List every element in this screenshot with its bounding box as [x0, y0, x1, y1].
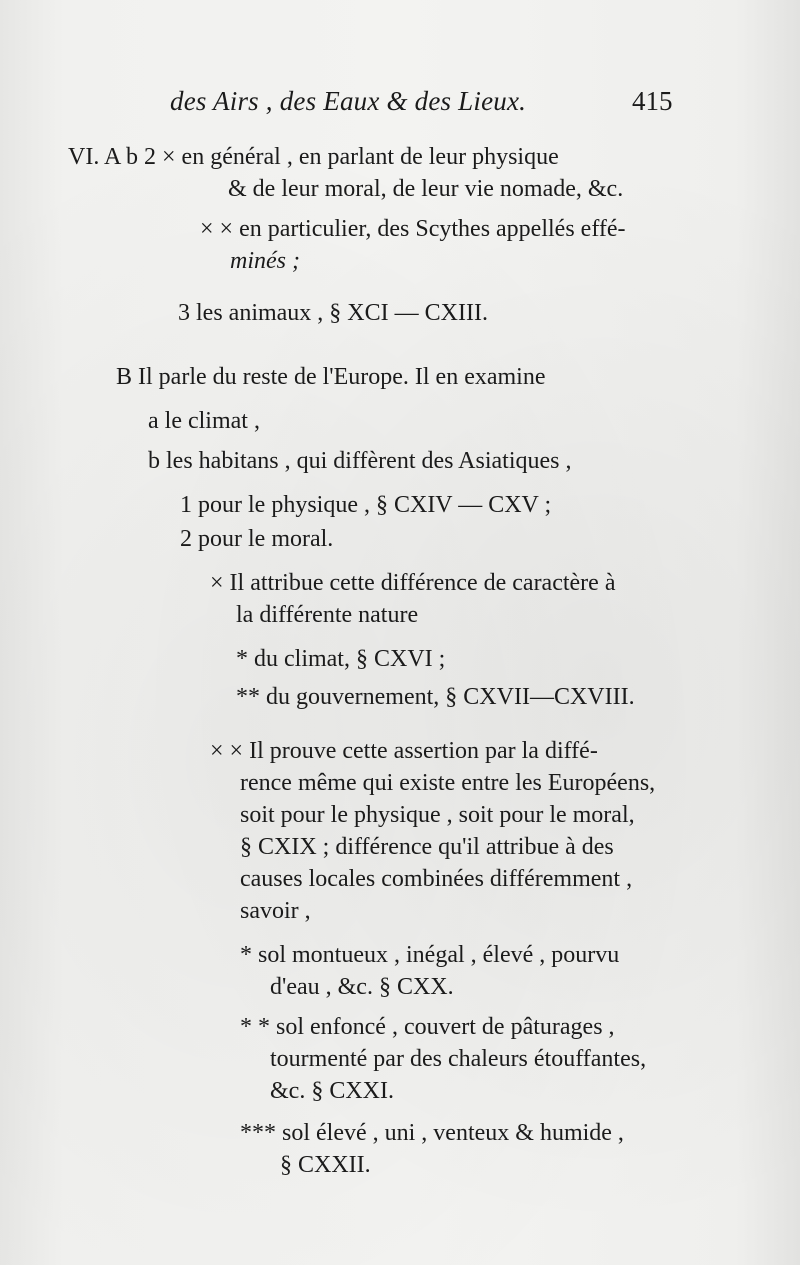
- text-line: 3 les animaux , § XCI — CXIII.: [178, 300, 488, 326]
- text-line: × × Il prouve cette assertion par la diffé-: [210, 738, 598, 764]
- text-line: ** du gouvernement, § CXVII—CXVIII.: [236, 684, 635, 710]
- text-line: tourmenté par des chaleurs étouffantes,: [270, 1046, 647, 1072]
- text-line: * sol montueux , inégal , élevé , pourvu: [240, 942, 620, 968]
- page-number: 415: [632, 86, 673, 116]
- text-line: &c. § CXXI.: [270, 1078, 394, 1104]
- text-line: savoir ,: [240, 898, 311, 924]
- text-line: × Il attribue cette différence de caractère à: [210, 570, 616, 596]
- text-line: *** sol élevé , uni , venteux & humide ,: [240, 1120, 624, 1146]
- text-line: VI. A b 2 × en général , en parlant de leur physique: [68, 144, 559, 170]
- text-line: 1 pour le physique , § CXIV — CXV ;: [180, 492, 552, 518]
- text-line: causes locales combinées différemment ,: [240, 866, 633, 892]
- text-line: b les habitans , qui diffèrent des Asiatiques ,: [148, 448, 572, 474]
- text-line: a le climat ,: [148, 408, 260, 434]
- text-line: & de leur moral, de leur vie nomade, &c.: [228, 176, 624, 202]
- text-line: rence même qui existe entre les Européens,: [240, 770, 656, 796]
- text-line: § CXIX ; différence qu'il attribue à des: [240, 834, 614, 860]
- text-line: 2 pour le moral.: [180, 526, 334, 552]
- text-line: * du climat, § CXVI ;: [236, 646, 446, 672]
- text-line: minés ;: [230, 248, 300, 274]
- text-line: * * sol enfoncé , couvert de pâturages ,: [240, 1014, 615, 1040]
- running-head: des Airs , des Eaux & des Lieux.: [170, 86, 527, 116]
- text-line: soit pour le physique , soit pour le moral,: [240, 802, 635, 828]
- text-line: × × en particulier, des Scythes appellés effé-: [200, 216, 626, 242]
- text-line: la différente nature: [236, 602, 419, 628]
- text-line: § CXXII.: [280, 1152, 371, 1178]
- text-line: d'eau , &c. § CXX.: [270, 974, 454, 1000]
- text-line: B Il parle du reste de l'Europe. Il en examine: [116, 364, 546, 390]
